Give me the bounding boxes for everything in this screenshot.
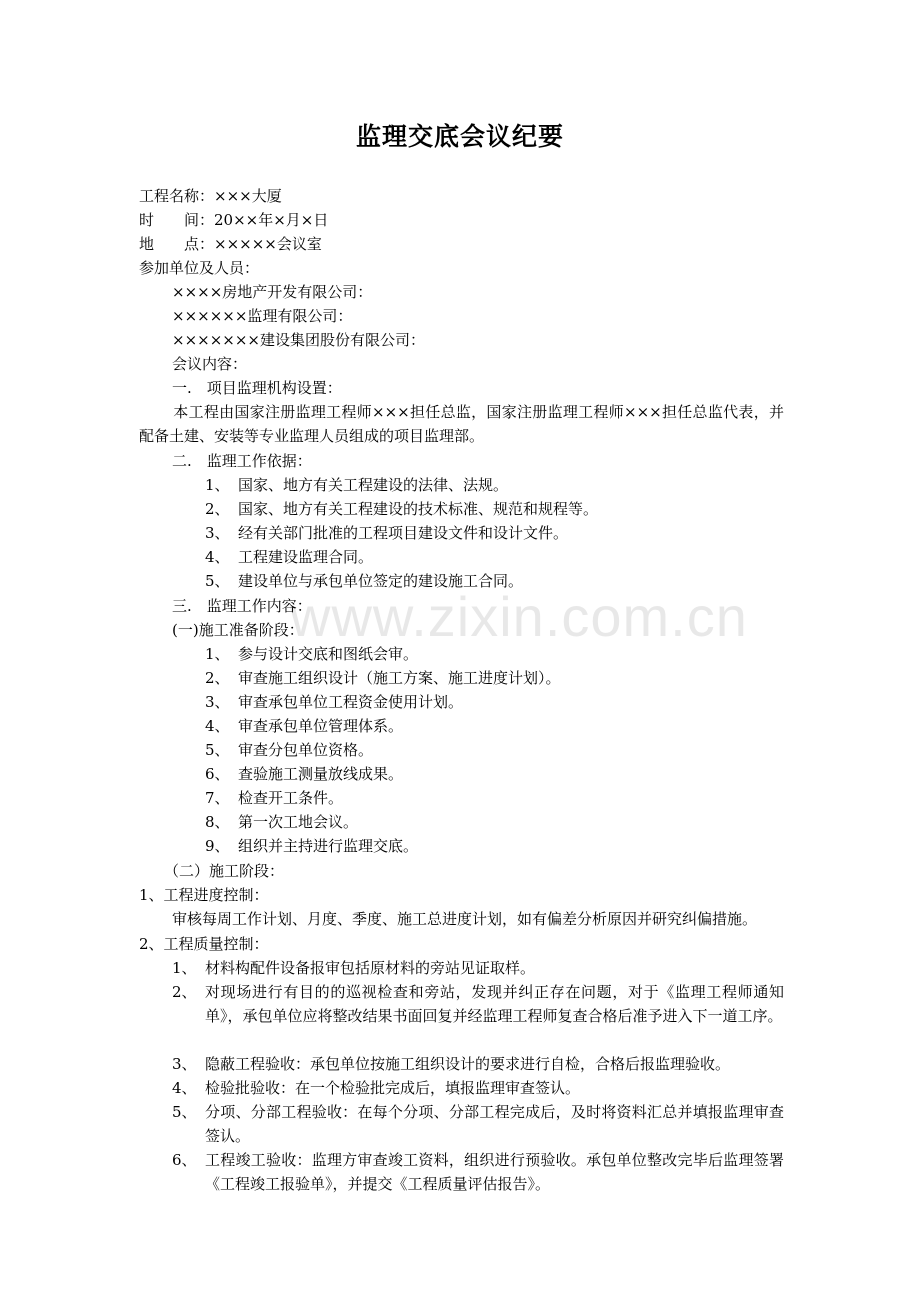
quality-item: 5、 分项、分部工程验收：在每个分项、分部工程完成后，及时将资料汇总并填报监理审查签认。	[172, 1103, 784, 1145]
prep-item: 5、 审查分包单位资格。	[205, 741, 374, 759]
participant-contractor: ×××××××建设集团股份有限公司：	[172, 331, 425, 349]
prep-item: 8、 第一次工地会议。	[205, 813, 359, 831]
basis-item: 4、 工程建设监理合同。	[205, 548, 374, 566]
prep-item: 6、 查验施工测量放线成果。	[205, 765, 404, 783]
prep-item: 1、 参与设计交底和图纸会审。	[205, 645, 419, 663]
quality-control-heading: 2、工程质量控制：	[139, 935, 269, 953]
participant-supervisor: ××××××监理有限公司：	[172, 307, 353, 325]
basis-item: 5、 建设单位与承包单位签定的建设施工合同。	[205, 572, 524, 590]
quality-item: 3、 隐蔽工程验收：承包单位按施工组织设计的要求进行自检，合格后报监理验收。	[172, 1055, 731, 1073]
meeting-place: 地 点：×××××会议室	[139, 235, 322, 253]
progress-control-body: 审核每周工作计划、月度、季度、施工总进度计划，如有偏差分析原因并研究纠偏措施。	[172, 910, 758, 928]
prep-stage-heading: (一)施工准备阶段：	[172, 621, 304, 639]
meeting-content-label: 会议内容：	[172, 355, 248, 373]
watermark: www.zixin.com.cn	[290, 585, 748, 648]
quality-item: 4、 检验批验收：在一个检验批完成后，填报监理审查签认。	[172, 1079, 581, 1097]
participants-label: 参加单位及人员：	[139, 259, 260, 277]
document-title: 监理交底会议纪要	[355, 122, 564, 151]
basis-item: 1、 国家、地方有关工程建设的法律、法规。	[205, 476, 509, 494]
prep-item: 4、 审查承包单位管理体系。	[205, 717, 404, 735]
progress-control-heading: 1、工程进度控制：	[139, 886, 269, 904]
participant-developer: ××××房地产开发有限公司：	[172, 283, 373, 301]
section-2-heading: 二. 监理工作依据：	[172, 452, 312, 470]
construction-stage-heading: （二）施工阶段：	[164, 862, 285, 880]
prep-item: 7、 检查开工条件。	[205, 789, 344, 807]
quality-item: 1、 材料构配件设备报审包括原材料的旁站见证取样。	[172, 959, 536, 977]
basis-item: 2、 国家、地方有关工程建设的技术标准、规范和规程等。	[205, 500, 599, 518]
prep-item: 3、 审查承包单位工程资金使用计划。	[205, 693, 464, 711]
prep-item: 2、 审查施工组织设计（施工方案、施工进度计划）。	[205, 669, 561, 687]
prep-item: 9、 组织并主持进行监理交底。	[205, 837, 419, 855]
section-1-heading: 一. 项目监理机构设置：	[172, 379, 342, 397]
quality-item: 2、 对现场进行有目的的巡视检查和旁站，发现并纠正存在问题，对于《监理工程师通知单》，承包单位应将整改结果书面回复并经监理工程师复查合格后准予进入下一道工序。	[172, 983, 784, 1025]
section-1-body: 本工程由国家注册监理工程师×××担任总监，国家注册监理工程师×××担任总监代表，并配备土建、安装等专业监理人员组成的项目监理部。	[139, 403, 784, 445]
section-3-heading: 三. 监理工作内容：	[172, 597, 312, 615]
quality-item: 6、 工程竣工验收：监理方审查竣工资料，组织进行预验收。承包单位整改完毕后监理签署《工程竣工报验单》，并提交《工程质量评估报告》。	[172, 1151, 784, 1193]
meeting-time: 时 间：20××年×月×日	[139, 211, 329, 229]
basis-item: 3、 经有关部门批准的工程项目建设文件和设计文件。	[205, 524, 569, 542]
project-name: 工程名称：×××大厦	[139, 187, 282, 205]
